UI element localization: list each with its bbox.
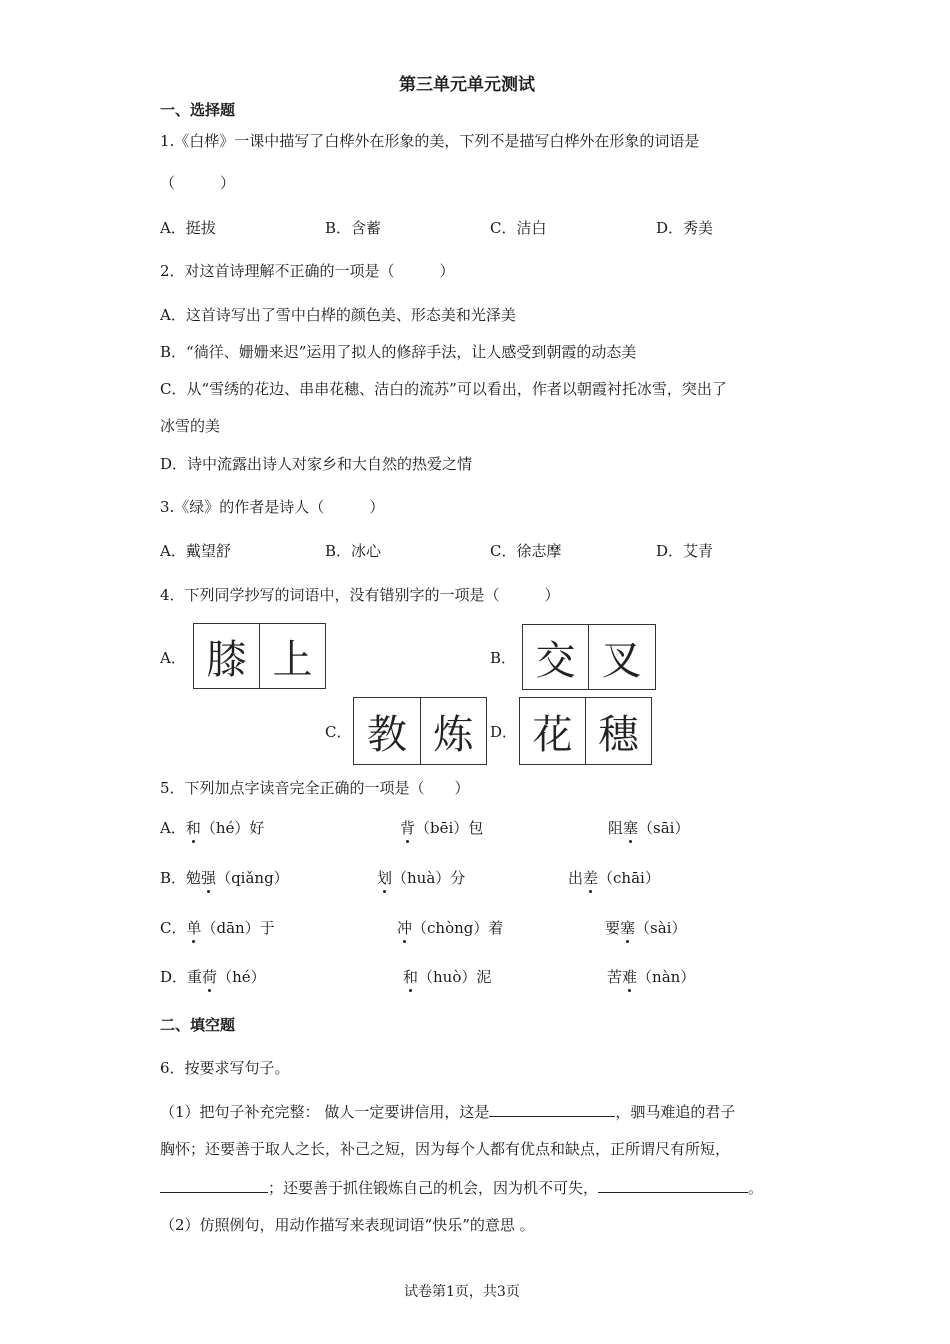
page-footer: 试卷第1页，共3页 — [404, 1284, 520, 1300]
question-5-row-c-word-2 — [397, 918, 503, 938]
dotted-char: 背 — [400, 819, 416, 837]
plain-char: 勉 — [186, 869, 202, 887]
question-2-option-c-line2: 冰雪的美 — [160, 417, 221, 435]
sentence-text: ；还要善于抓住锻炼自己的机会，因为机不可失， — [268, 1179, 599, 1197]
grid-char: 穗 — [585, 698, 651, 764]
plain-char: 要 — [605, 919, 621, 937]
question-5-row-d-word-2 — [403, 967, 491, 987]
pinyin-text: （sài） — [635, 919, 687, 937]
grid-char: 叉 — [588, 625, 654, 689]
dotted-char: 塞 — [620, 919, 636, 937]
question-2-option-c-line1: C．从“雪绣的花边、串串花穗、洁白的流苏”可以看出，作者以朝霞衬托冰雪，突出了 — [160, 380, 727, 398]
answer-blank[interactable] — [598, 1177, 748, 1193]
question-3-stem: 3.《绿》的作者是诗人（ ） — [160, 498, 385, 516]
question-3-option-c: C．徐志摩 — [490, 542, 562, 560]
pinyin-text: （qiǎng） — [216, 869, 289, 887]
question-1-option-b: B．含蓄 — [325, 219, 382, 237]
dotted-char: 冲 — [397, 919, 413, 937]
question-5-row-c-word-3 — [605, 918, 686, 938]
question-5-row-b-word-2 — [377, 868, 465, 888]
dotted-char: 强 — [201, 869, 217, 887]
option-label: D． — [160, 968, 188, 986]
pinyin-text: （chāi） — [598, 869, 660, 887]
question-4-stem: 4．下列同学抄写的词语中，没有错别字的一项是（ ） — [160, 586, 560, 604]
question-4-label-a: A． — [160, 649, 186, 667]
question-4-label-b: B． — [490, 649, 517, 667]
question-6-part2: （2）仿照例句，用动作描写来表现词语“快乐”的意思 。 — [160, 1216, 535, 1234]
question-5-row-b-word-3 — [568, 868, 660, 888]
question-4-option-b-grid — [522, 624, 656, 690]
question-1-option-d: D．秀美 — [656, 219, 714, 237]
question-6-part1-line3 — [160, 1177, 763, 1198]
dotted-char: 差 — [583, 869, 599, 887]
answer-blank[interactable] — [160, 1177, 268, 1193]
pinyin-text: （huò）泥 — [418, 968, 492, 986]
question-5-stem: 5．下列加点字读音完全正确的一项是（ ） — [160, 779, 470, 797]
question-3-option-d: D．艾青 — [656, 542, 714, 560]
sentence-text: （1）把句子补充完整： 做人一定要讲信用，这是 — [160, 1103, 490, 1121]
pinyin-text: （huà）分 — [392, 869, 466, 887]
question-4-label-c: C． — [325, 723, 352, 741]
question-5-row-b — [160, 868, 289, 888]
question-5-row-c — [160, 918, 275, 938]
sentence-text: 。 — [748, 1179, 764, 1197]
pinyin-text: （sāi） — [638, 819, 690, 837]
option-label: C． — [160, 919, 187, 937]
pinyin-text: （nàn） — [637, 968, 696, 986]
question-3-option-b: B．冰心 — [325, 542, 382, 560]
question-2-option-a: A．这首诗写出了雪中白桦的颜色美、形态美和光泽美 — [160, 306, 516, 324]
plain-char: 阻 — [608, 819, 624, 837]
grid-char: 交 — [535, 637, 576, 684]
question-2-option-b: B．“徜徉、姗姗来迟”运用了拟人的修辞手法，让人感受到朝霞的动态美 — [160, 343, 637, 361]
dotted-char: 和 — [185, 819, 201, 837]
section-heading-fill: 二、填空题 — [160, 1016, 236, 1034]
question-4-label-d: D． — [490, 723, 518, 741]
page-title: 第三单元单元测试 — [399, 75, 535, 95]
plain-char: 重 — [187, 968, 203, 986]
question-6-part1-line2: 胸怀；还要善于取人之长，补己之短，因为每个人都有优点和缺点，正所谓尺有所短， — [160, 1140, 731, 1158]
question-5-row-a-word-3 — [608, 818, 689, 838]
question-5-row-a-word-2 — [400, 818, 483, 838]
section-heading-choice: 一、选择题 — [160, 101, 236, 119]
pinyin-text: （chòng）着 — [412, 919, 504, 937]
question-1-answer-paren: （ ） — [160, 174, 236, 192]
grid-char: 膝 — [206, 636, 247, 683]
option-label: A． — [160, 819, 186, 837]
grid-char: 教 — [367, 711, 407, 758]
question-4-option-a-grid — [193, 623, 326, 689]
grid-char: 花 — [532, 711, 573, 758]
dotted-char: 划 — [377, 869, 393, 887]
question-6-part1-line1 — [160, 1101, 735, 1122]
question-2-option-d: D．诗中流露出诗人对家乡和大自然的热爱之情 — [160, 455, 473, 473]
question-5-row-d-word-3 — [607, 967, 695, 987]
plain-char: 出 — [568, 869, 584, 887]
grid-char: 上 — [259, 624, 325, 688]
dotted-char: 和 — [403, 968, 419, 986]
pinyin-text: （hé）好 — [200, 819, 265, 837]
question-5-row-a — [160, 818, 264, 838]
pinyin-text: （bēi）包 — [415, 819, 484, 837]
question-4-option-d-grid — [519, 697, 652, 765]
question-4-option-c-grid — [353, 697, 487, 765]
dotted-char: 单 — [186, 919, 202, 937]
question-2-stem: 2．对这首诗理解不正确的一项是（ ） — [160, 262, 455, 280]
question-1-option-c: C．洁白 — [490, 219, 547, 237]
dotted-char: 塞 — [623, 819, 639, 837]
dotted-char: 荷 — [202, 968, 218, 986]
dotted-char: 难 — [622, 968, 638, 986]
question-5-row-d — [160, 967, 266, 987]
answer-blank[interactable] — [489, 1101, 615, 1117]
grid-char: 炼 — [420, 698, 486, 764]
pinyin-text: （hé） — [217, 968, 266, 986]
option-label: B． — [160, 869, 187, 887]
sentence-text: ，驷马难追的君子 — [615, 1103, 736, 1121]
question-1-option-a: A．挺拔 — [160, 219, 216, 237]
pinyin-text: （dān）于 — [201, 919, 275, 937]
question-3-option-a: A．戴望舒 — [160, 542, 231, 560]
question-6-stem: 6．按要求写句子。 — [160, 1059, 290, 1077]
plain-char: 苦 — [607, 968, 623, 986]
question-1-stem: 1.《白桦》一课中描写了白桦外在形象的美，下列不是描写白桦外在形象的词语是 — [160, 132, 700, 150]
